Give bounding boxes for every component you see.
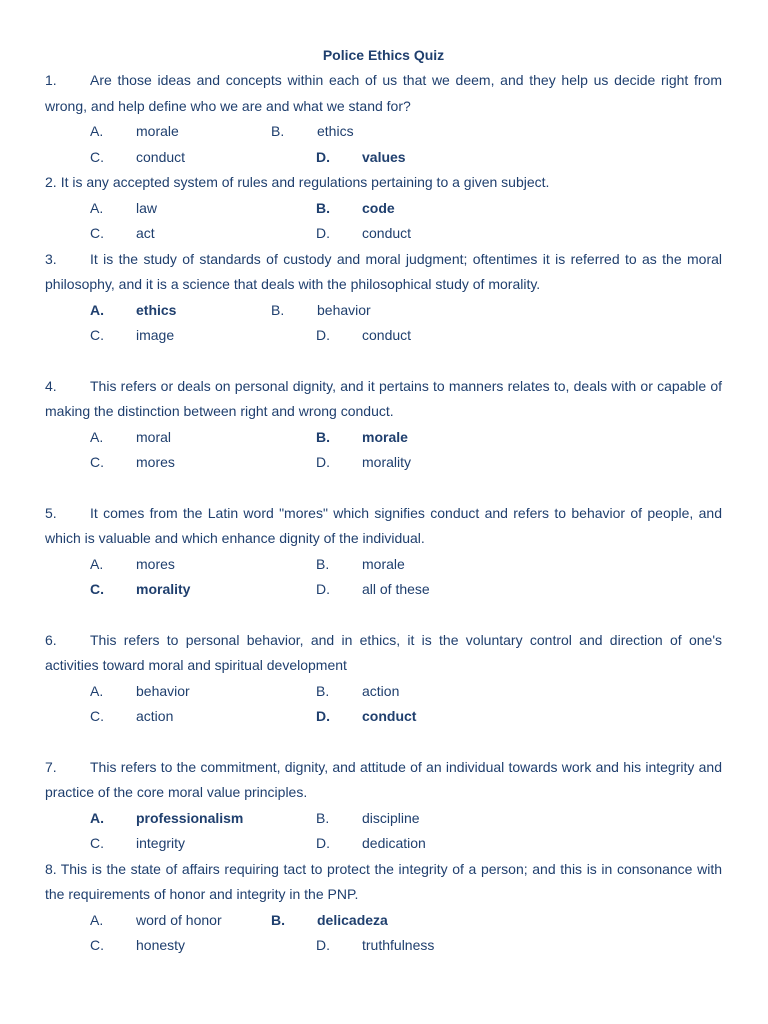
- options-list: [45, 196, 722, 247]
- option-letter: A.: [90, 301, 104, 318]
- option-letter: B.: [271, 301, 285, 318]
- option-c: [90, 704, 173, 730]
- spacer: [45, 476, 722, 501]
- option-text: ethics: [317, 123, 354, 139]
- option-a-answer: [90, 298, 176, 324]
- option-b-answer: [316, 196, 395, 222]
- question-text: [45, 68, 722, 119]
- option-letter: C.: [90, 581, 104, 597]
- spacer: [45, 730, 722, 755]
- option-d-answer: [316, 145, 406, 171]
- option-d: [316, 577, 430, 603]
- option-text: act: [136, 225, 155, 241]
- option-a: [90, 196, 157, 222]
- option-text: morality: [136, 581, 191, 597]
- option-text: ethics: [136, 301, 177, 318]
- option-text: discipline: [362, 809, 420, 826]
- question-body: It is the study of standards of custody and moral judgment; oftentimes it is referred to as the moral philosophy, and it is a science that deals with the philosophical study of morality.: [45, 250, 722, 292]
- option-text: morale: [362, 555, 405, 572]
- option-c-answer: [90, 577, 190, 603]
- option-letter: B.: [316, 682, 330, 699]
- option-letter: C.: [90, 708, 104, 724]
- option-d: [316, 323, 411, 349]
- question-text: [45, 755, 722, 806]
- options-list: [45, 298, 722, 349]
- option-letter: A.: [90, 682, 104, 699]
- question-body: This refers or deals on personal dignity, and it pertains to manners relates to, deals with or capable of making the distinction between right and wrong conduct.: [45, 377, 722, 419]
- question-2: [45, 170, 722, 247]
- option-text: morale: [362, 428, 408, 445]
- question-body: It is any accepted system of rules and regulations pertaining to a given subject.: [60, 174, 550, 190]
- options-list: [45, 679, 722, 730]
- question-text: [45, 374, 722, 425]
- option-c: [90, 221, 155, 247]
- option-letter: A.: [90, 555, 104, 572]
- option-letter: A.: [90, 199, 104, 216]
- option-b: [316, 552, 405, 578]
- question-body: This refers to personal behavior, and in ethics, it is the voluntary control and direction of one's activities toward moral and spiritual development: [45, 631, 722, 673]
- option-text: image: [136, 327, 175, 343]
- options-list: [45, 119, 722, 170]
- option-text: word of honor: [136, 911, 222, 928]
- question-number: 8.: [45, 860, 57, 877]
- option-letter: A.: [90, 123, 104, 139]
- question-4: [45, 374, 722, 476]
- option-b: [271, 119, 354, 145]
- question-number: 6.: [45, 631, 57, 648]
- option-letter: D.: [316, 835, 330, 851]
- option-letter: A.: [90, 428, 104, 445]
- option-letter: C.: [90, 454, 104, 470]
- option-text: mores: [136, 555, 175, 572]
- option-b: [316, 806, 420, 832]
- option-letter: C.: [90, 835, 104, 851]
- option-text: behavior: [317, 301, 371, 318]
- option-a: [90, 425, 171, 451]
- option-letter: B.: [271, 911, 285, 928]
- option-letter: D.: [316, 454, 330, 470]
- option-b: [271, 298, 371, 324]
- option-letter: A.: [90, 911, 104, 928]
- question-number: 3.: [45, 250, 57, 267]
- question-body: Are those ideas and concepts within each of us that we deem, and they help us decide right from wrong, and help define who we are and what we stand for?: [45, 72, 722, 114]
- question-number: 1.: [45, 72, 57, 88]
- option-a-answer: [90, 806, 243, 832]
- question-text: [45, 501, 722, 552]
- question-body: It comes from the Latin word "mores" which signifies conduct and refers to behavior of people, and which is valuable and which enhance dignity of the individual.: [45, 504, 722, 546]
- option-letter: B.: [316, 199, 330, 216]
- option-c: [90, 831, 185, 857]
- option-text: conduct: [362, 225, 412, 241]
- question-text: [45, 170, 722, 196]
- question-5: [45, 501, 722, 603]
- option-text: moral: [136, 428, 172, 445]
- option-c: [90, 145, 185, 171]
- option-text: conduct: [136, 148, 186, 165]
- option-b-answer: [271, 908, 388, 934]
- document-title: Police Ethics Quiz: [322, 47, 445, 63]
- option-text: integrity: [136, 835, 186, 851]
- question-1: [45, 68, 722, 170]
- option-text: code: [362, 199, 395, 216]
- option-letter: D.: [316, 708, 330, 724]
- question-number: 7.: [45, 758, 57, 775]
- option-a: [90, 908, 222, 934]
- option-text: morale: [136, 123, 179, 139]
- option-letter: C.: [90, 937, 104, 953]
- option-d: [316, 221, 411, 247]
- option-text: delicadeza: [317, 911, 388, 928]
- spacer: [45, 603, 722, 628]
- option-letter: B.: [271, 123, 285, 139]
- options-list: [45, 425, 722, 476]
- option-text: all of these: [362, 581, 430, 597]
- option-c: [90, 323, 174, 349]
- option-letter: D.: [316, 225, 330, 241]
- options-list: [45, 552, 722, 603]
- option-letter: D.: [316, 581, 330, 597]
- option-text: morality: [362, 454, 412, 470]
- option-text: action: [362, 682, 400, 699]
- option-a: [90, 119, 179, 145]
- option-d: [316, 831, 426, 857]
- option-c: [90, 450, 175, 476]
- question-number: 5.: [45, 504, 57, 521]
- option-letter: C.: [90, 327, 104, 343]
- option-text: honesty: [136, 937, 186, 953]
- option-text: law: [136, 199, 158, 216]
- question-3: [45, 247, 722, 349]
- question-text: [45, 247, 722, 298]
- option-text: mores: [136, 454, 175, 470]
- question-6: [45, 628, 722, 730]
- option-letter: B.: [316, 555, 330, 572]
- option-text: conduct: [362, 327, 412, 343]
- option-d: [316, 450, 411, 476]
- spacer: [45, 349, 722, 374]
- option-letter: A.: [90, 809, 104, 826]
- option-b: [316, 679, 399, 705]
- option-text: professionalism: [136, 809, 244, 826]
- option-a: [90, 679, 190, 705]
- option-d-answer: [316, 704, 416, 730]
- quiz-document: [45, 42, 722, 959]
- option-letter: B.: [316, 809, 330, 826]
- option-letter: C.: [90, 148, 104, 165]
- option-letter: D.: [316, 148, 330, 165]
- option-a: [90, 552, 175, 578]
- question-text: [45, 857, 722, 908]
- question-body: This refers to the commitment, dignity, and attitude of an individual towards work and his integrity and practice of the core moral value principles.: [45, 758, 722, 800]
- option-d: [316, 933, 434, 959]
- option-c: [90, 933, 185, 959]
- option-text: truthfulness: [362, 937, 435, 953]
- question-text: [45, 628, 722, 679]
- option-text: dedication: [362, 835, 426, 851]
- question-number: 4.: [45, 377, 57, 394]
- option-b-answer: [316, 425, 408, 451]
- option-letter: D.: [316, 327, 330, 343]
- question-8: [45, 857, 722, 959]
- options-list: [45, 806, 722, 857]
- option-letter: B.: [316, 428, 330, 445]
- option-letter: D.: [316, 937, 330, 953]
- question-7: [45, 755, 722, 857]
- question-number: 2.: [45, 174, 57, 190]
- options-list: [45, 908, 722, 959]
- option-text: action: [136, 708, 174, 724]
- option-letter: C.: [90, 225, 104, 241]
- option-text: behavior: [136, 682, 190, 699]
- option-text: conduct: [362, 708, 417, 724]
- question-body: This is the state of affairs requiring tact to protect the integrity of a person; and this is in consonance with the requirements of honor and integrity in the PNP.: [45, 860, 722, 902]
- option-text: values: [362, 148, 406, 165]
